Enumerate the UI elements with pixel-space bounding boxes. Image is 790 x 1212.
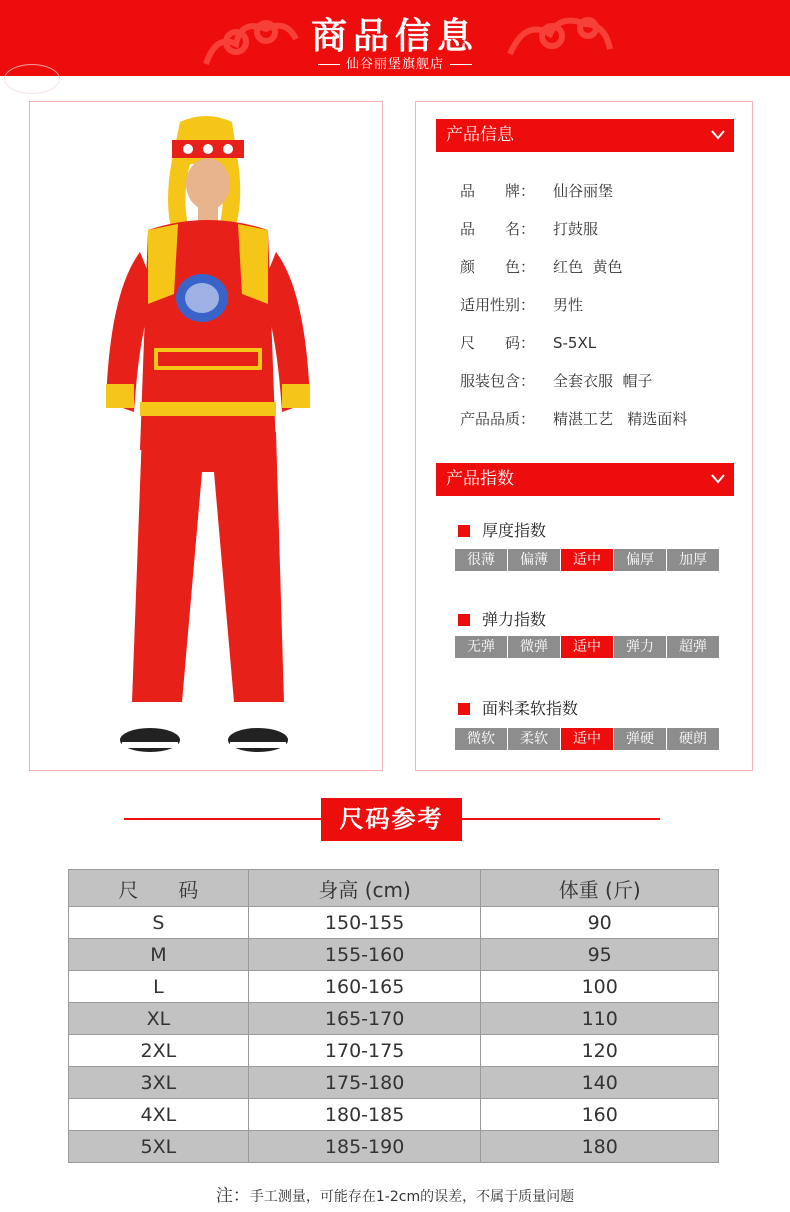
cell-weight: 95 (481, 939, 719, 971)
cell-size: 5XL (69, 1131, 249, 1163)
scale-option: 偏厚 (614, 549, 666, 571)
cell-size: M (69, 939, 249, 971)
scale-option: 弹力 (614, 636, 666, 658)
cell-size: L (69, 971, 249, 1003)
cell-weight: 110 (481, 1003, 719, 1035)
scale-option: 硬朗 (667, 728, 719, 750)
attr-size (460, 332, 596, 353)
index-label: 面料柔软指数 (482, 699, 579, 718)
scale-option: 无弹 (455, 636, 507, 658)
cell-size: 3XL (69, 1067, 249, 1099)
attr-value: 男性 (553, 296, 584, 314)
attr-includes (460, 370, 653, 391)
cell-weight: 180 (481, 1131, 719, 1163)
banner-subtitle (0, 53, 790, 72)
index-title-thickness (458, 518, 546, 541)
cell-weight: 140 (481, 1067, 719, 1099)
index-label: 弹力指数 (482, 610, 547, 629)
attr-value: 仙谷丽堡 (553, 182, 614, 200)
costume-illustration (30, 102, 383, 771)
cell-height: 165-170 (248, 1003, 481, 1035)
scale-option: 微弹 (508, 636, 560, 658)
attr-key: 颜 色： (460, 258, 536, 276)
scale-option: 柔软 (508, 728, 560, 750)
cell-height: 160-165 (248, 971, 481, 1003)
scale-option: 加厚 (667, 549, 719, 571)
table-row (69, 971, 719, 1003)
index-title-elasticity (458, 607, 546, 630)
attr-value: 精湛工艺 精选面料 (553, 410, 688, 428)
table-row (69, 1003, 719, 1035)
index-scale-softness (455, 728, 720, 750)
divider-left (124, 818, 321, 820)
cell-height: 150-155 (248, 907, 481, 939)
decorative-ring (4, 64, 60, 94)
cell-height: 170-175 (248, 1035, 481, 1067)
section-title-product-index: 产品指数 (446, 469, 514, 489)
scale-option-selected: 适中 (561, 728, 613, 750)
chevron-down-icon (711, 128, 725, 142)
attr-value: 全套衣服 帽子 (553, 372, 653, 390)
attr-key: 尺 码： (460, 334, 536, 352)
scale-option: 弹硬 (614, 728, 666, 750)
table-row (69, 1067, 719, 1099)
cell-size: XL (69, 1003, 249, 1035)
banner-title: 商品信息 (310, 15, 479, 57)
header-weight: 体重 (斤) (481, 870, 719, 907)
header-size: 尺 码 (69, 870, 249, 907)
size-table (68, 869, 719, 1163)
index-label: 厚度指数 (482, 521, 547, 540)
index-scale-thickness (455, 549, 720, 571)
index-scale-elasticity (455, 636, 720, 658)
cell-weight: 160 (481, 1099, 719, 1131)
attr-gender (460, 294, 583, 315)
header-height: 身高 (cm) (248, 870, 481, 907)
scale-option: 超弹 (667, 636, 719, 658)
attr-value: S-5XL (553, 334, 597, 352)
attr-name (460, 218, 598, 239)
table-row (69, 1035, 719, 1067)
section-title-product-info: 产品信息 (446, 125, 514, 145)
cell-weight: 100 (481, 971, 719, 1003)
scale-option-selected: 适中 (561, 636, 613, 658)
section-product-index (436, 463, 734, 496)
chevron-down-icon (711, 472, 725, 486)
header-banner (0, 0, 790, 76)
red-square-icon (458, 525, 470, 537)
cell-weight: 120 (481, 1035, 719, 1067)
scale-option: 偏薄 (508, 549, 560, 571)
scale-option-selected: 适中 (561, 549, 613, 571)
red-square-icon (458, 703, 470, 715)
attr-value: 红色 黄色 (553, 258, 623, 276)
cell-height: 175-180 (248, 1067, 481, 1099)
cell-height: 155-160 (248, 939, 481, 971)
cell-height: 185-190 (248, 1131, 481, 1163)
note-lead: 注： (215, 1186, 250, 1206)
table-row (69, 1099, 719, 1131)
info-panel (415, 101, 753, 771)
measurement-note (0, 1181, 790, 1206)
cell-size: S (69, 907, 249, 939)
attr-brand (460, 180, 613, 201)
table-row (69, 939, 719, 971)
product-photo (29, 101, 383, 771)
attr-key: 品 牌： (460, 182, 536, 200)
note-text: 手工测量，可能存在1-2cm的误差，不属于质量问题 (249, 1189, 575, 1205)
section-product-info (436, 119, 734, 152)
table-row (69, 907, 719, 939)
table-row (69, 1131, 719, 1163)
table-header-row (69, 870, 719, 907)
index-title-softness (458, 696, 578, 719)
divider-right (462, 818, 660, 820)
attr-key: 适用性别： (460, 296, 536, 314)
attr-key: 品 名： (460, 220, 536, 238)
size-reference-title: 尺码参考 (321, 798, 462, 841)
red-square-icon (458, 614, 470, 626)
attr-color (460, 256, 623, 277)
attr-key: 服装包含： (460, 372, 536, 390)
attr-value: 打鼓服 (553, 220, 599, 238)
scale-option: 很薄 (455, 549, 507, 571)
attr-key: 产品品质： (460, 410, 536, 428)
cell-size: 2XL (69, 1035, 249, 1067)
scale-option: 微软 (455, 728, 507, 750)
attr-quality (460, 408, 687, 429)
cell-weight: 90 (481, 907, 719, 939)
cell-size: 4XL (69, 1099, 249, 1131)
store-name: 仙谷丽堡旗舰店 (345, 57, 444, 72)
cell-height: 180-185 (248, 1099, 481, 1131)
